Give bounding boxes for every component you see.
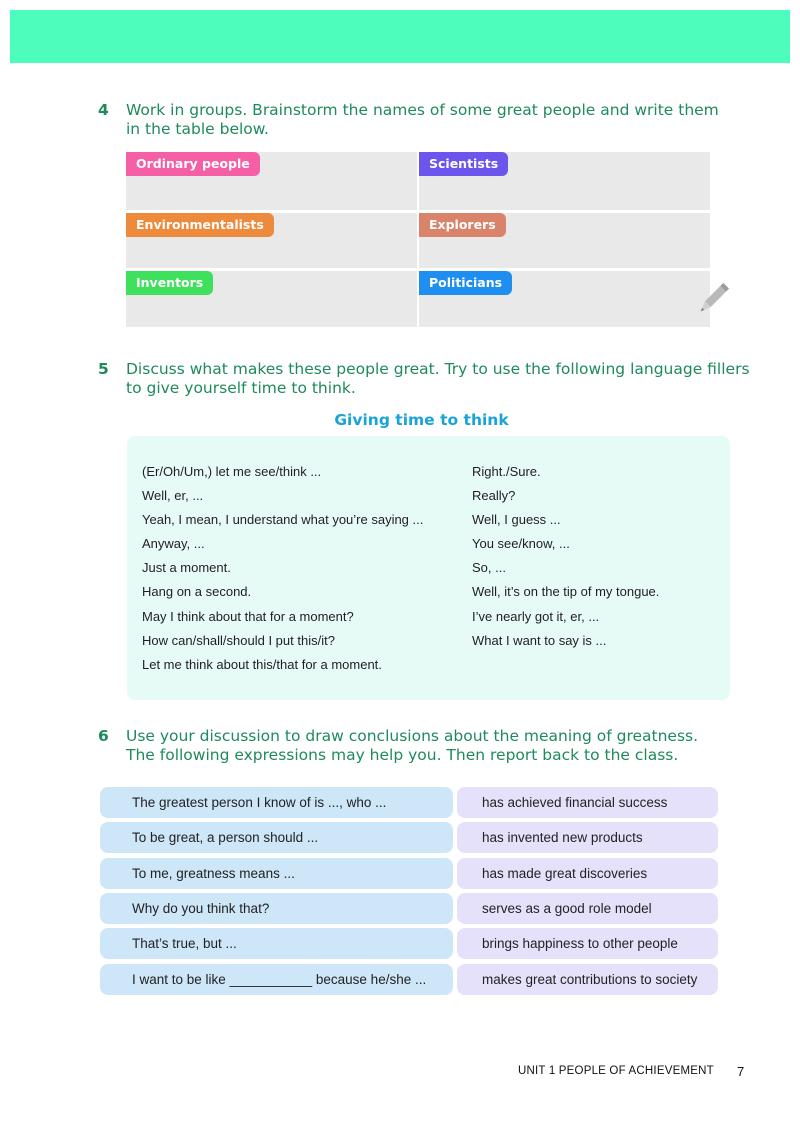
filler-item: So, ... [472, 560, 506, 575]
expression-right: brings happiness to other people [457, 928, 718, 959]
filler-item: (Er/Oh/Um,) let me see/think ... [142, 464, 322, 479]
category-label: Scientists [419, 152, 508, 176]
instruction-line: The following expressions may help you. Then report back to the class. [126, 745, 679, 764]
task-number: 5 [98, 360, 109, 378]
page-number: 7 [737, 1064, 745, 1079]
instruction-line: Work in groups. Brainstorm the names of some great people and write them [126, 101, 719, 119]
filler-item: I’ve nearly got it, er, ... [472, 609, 600, 624]
filler-item: Really? [472, 488, 516, 503]
filler-item: Well, it’s on the tip of my tongue. [472, 584, 660, 599]
expression-left: That’s true, but ... [100, 928, 453, 959]
instruction-line: Discuss what makes these people great. Try to use the following language fillers [126, 360, 750, 378]
filler-item: How can/shall/should I put this/it? [142, 633, 335, 648]
task-number: 6 [98, 727, 109, 745]
instruction-line: in the table below. [126, 119, 269, 138]
expression-right: has achieved financial success [457, 787, 718, 818]
fillers-box-title: Giving time to think [334, 411, 509, 429]
instruction-line: Use your discussion to draw conclusions about the meaning of greatness. [126, 727, 699, 745]
filler-item: Hang on a second. [142, 584, 252, 599]
category-label: Inventors [126, 271, 213, 295]
category-label: Explorers [419, 213, 506, 237]
expression-left: Why do you think that? [100, 893, 453, 924]
expression-left: To me, greatness means ... [100, 858, 453, 889]
table-cell-inventors[interactable] [126, 271, 417, 327]
table-cell-ordinary-people[interactable] [126, 152, 417, 210]
filler-item: Well, er, ... [142, 488, 204, 503]
table-cell-scientists[interactable] [419, 152, 710, 210]
category-label: Environmentalists [126, 213, 274, 237]
category-label: Politicians [419, 271, 512, 295]
table-cell-environmentalists[interactable] [126, 213, 417, 268]
table-cell-explorers[interactable] [419, 213, 710, 268]
expression-right: makes great contributions to society [457, 964, 718, 995]
expression-left: To be great, a person should ... [100, 822, 453, 853]
task-number: 4 [98, 101, 109, 119]
expression-right: serves as a good role model [457, 893, 718, 924]
filler-item: Let me think about this/that for a moment. [142, 657, 382, 672]
expression-left: The greatest person I know of is ..., who ... [100, 787, 453, 818]
filler-item: Yeah, I mean, I understand what you’re saying ... [142, 512, 424, 527]
filler-item: May I think about that for a moment? [142, 609, 354, 624]
filler-item: Well, I guess ... [472, 512, 561, 527]
filler-item: What I want to say is ... [472, 633, 607, 648]
filler-item: Just a moment. [142, 560, 231, 575]
expression-left: I want to be like ___________ because he/she ... [100, 964, 453, 995]
filler-item: Right./Sure. [472, 464, 541, 479]
pencil-icon [692, 280, 732, 320]
instruction-line: to give yourself time to think. [126, 378, 356, 397]
great-people-table [126, 152, 710, 327]
unit-title: UNIT 1 PEOPLE OF ACHIEVEMENT [518, 1065, 714, 1077]
expression-right: has invented new products [457, 822, 718, 853]
category-label: Ordinary people [126, 152, 260, 176]
filler-item: You see/know, ... [472, 536, 570, 551]
expression-right: has made great discoveries [457, 858, 718, 889]
table-cell-politicians[interactable] [419, 271, 710, 327]
filler-item: Anyway, ... [142, 536, 205, 551]
top-banner [10, 10, 790, 63]
